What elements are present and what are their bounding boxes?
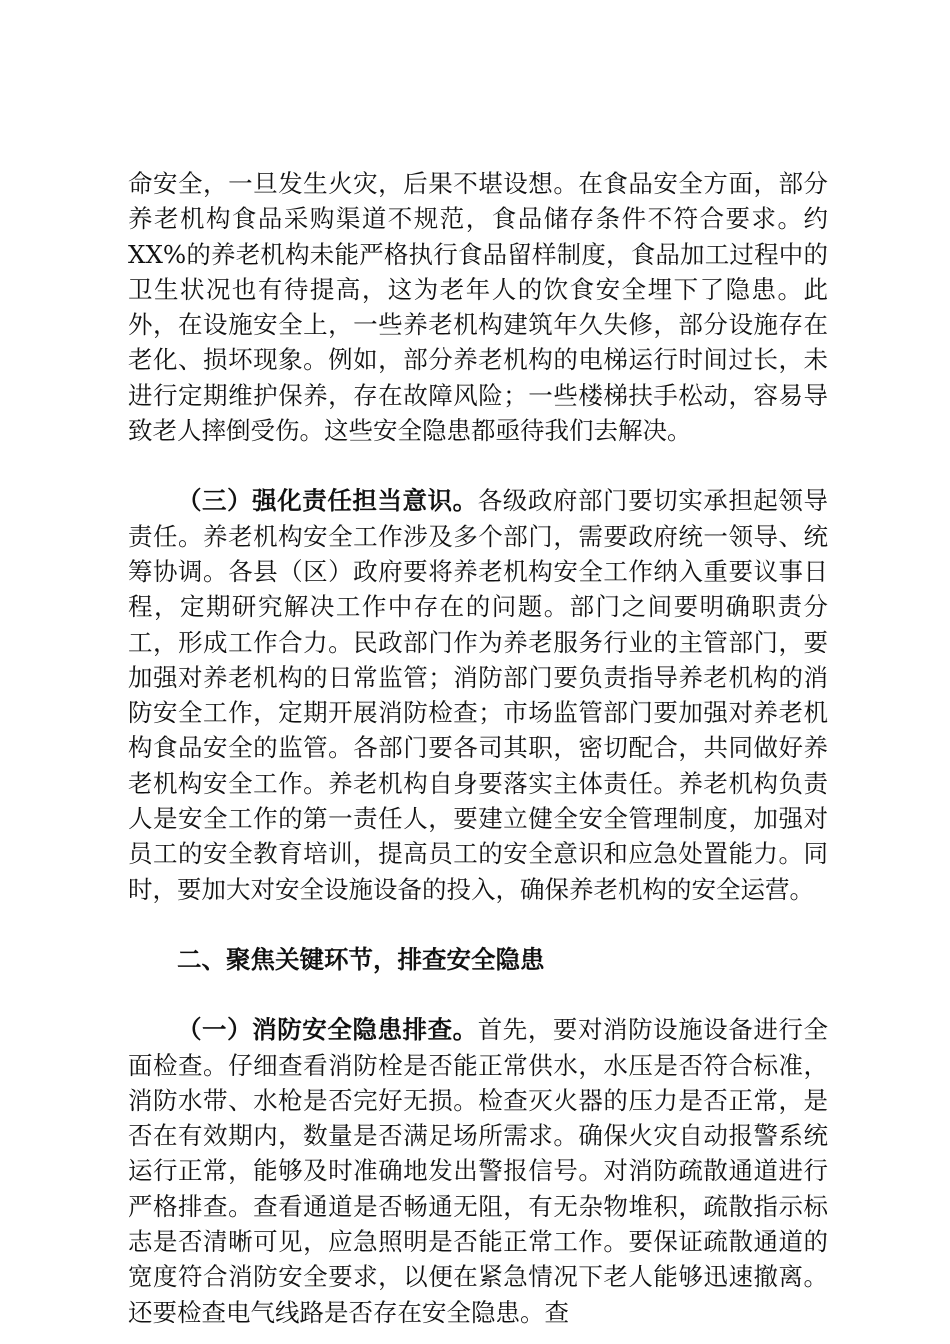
section-3-paragraph — [128, 483, 828, 907]
chapter-2-heading: 二、聚焦关键环节，排查安全隐患 — [177, 944, 545, 974]
section-1-body: 首先，要对消防设施设备进行全面检查。仔细查看消防栓是否能正常供水，水压是否符合标准，消防水带、水枪是否完好无损。检查灭火器的压力是否正常，是否在有效期内，数量是否满足场所需求。确保火灾自动报警系统运行正常，能够及时准确地发出警报信号。对消防疏散通道进行严格排查。查看通道是否畅通无阻，有无杂物堆积，疏散指示标志是否清晰可见，应急照明是否能正常工作。要保证疏散通道的宽度符合消防安全要求，以便在紧急情况下老人能够迅速撤离。还要检查电气线路是否存在安全隐患。查 — [128, 1015, 828, 1327]
section-3-body: 各级政府部门要切实承担起领导责任。养老机构安全工作涉及多个部门，需要政府统一领导、统筹协调。各县（区）政府要将养老机构安全工作纳入重要议事日程，定期研究解决工作中存在的问题。部门之间要明确职责分工，形成工作合力。民政部门作为养老服务行业的主管部门，要加强对养老机构的日常监管；消防部门要负责指导养老机构的消防安全工作，定期开展消防检查；市场监管部门要加强对养老机构食品安全的监管。各部门要各司其职，密切配合，共同做好养老机构安全工作。养老机构自身要落实主体责任。养老机构负责人是安全工作的第一责任人，要建立健全安全管理制度，加强对员工的安全教育培训，提高员工的安全意识和应急处置能力。同时，要加大对安全设施设备的投入，确保养老机构的安全运营。 — [128, 486, 828, 904]
section-1-title: （一）消防安全隐患排查。 — [177, 1015, 478, 1045]
document-body — [128, 166, 828, 1330]
section-1-paragraph — [128, 1012, 828, 1330]
paragraph-continued: 命安全，一旦发生火灾，后果不堪设想。在食品安全方面，部分养老机构食品采购渠道不规范，食品储存条件不符合要求。约XX%的养老机构未能严格执行食品留样制度，食品加工过程中的卫生状况也有待提高，这为老年人的饮食安全埋下了隐患。此外，在设施安全上，一些养老机构建筑年久失修，部分设施存在老化、损坏现象。例如，部分养老机构的电梯运行时间过长，未进行定期维护保养，存在故障风险；一些楼梯扶手松动，容易导致老人摔倒受伤。这些安全隐患都亟待我们去解决。 — [128, 169, 828, 446]
section-3-title: （三）强化责任担当意识。 — [177, 486, 478, 516]
